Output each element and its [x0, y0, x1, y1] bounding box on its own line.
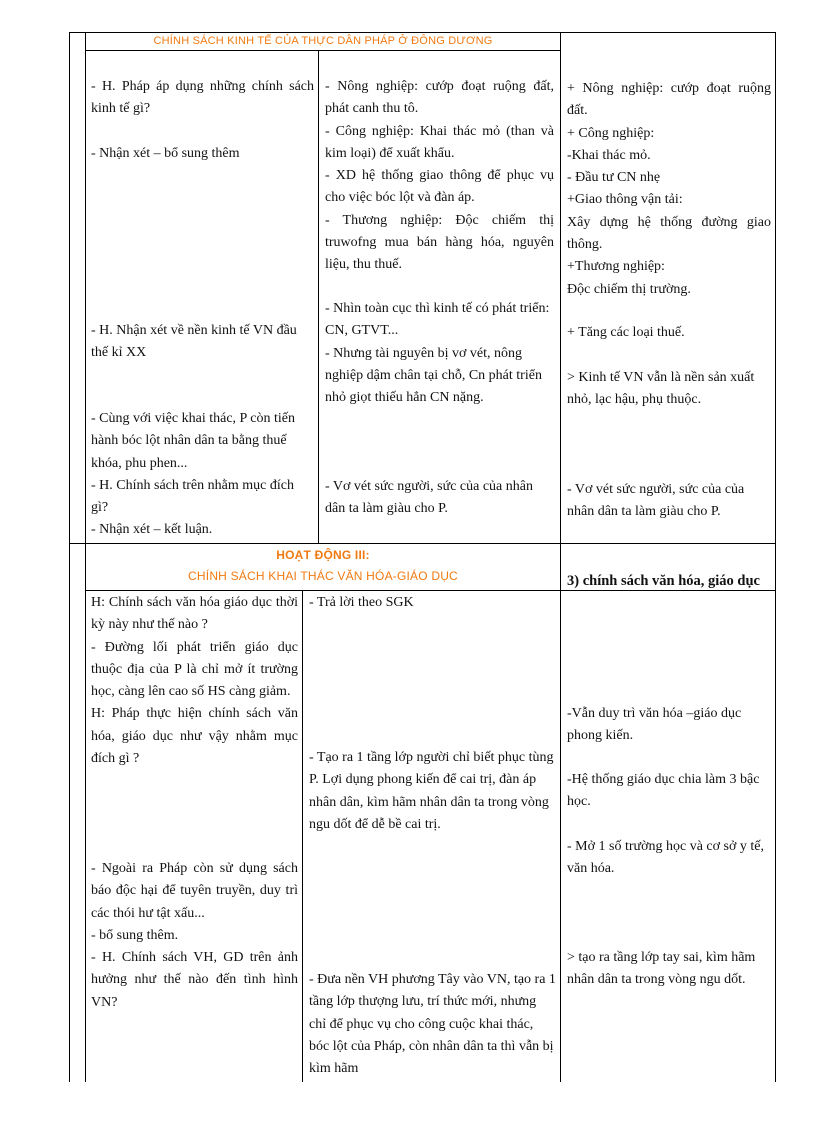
table-border-left: [69, 32, 70, 1082]
content-item: - Mở 1 số trường học và cơ sở y tế, văn hóa.: [567, 839, 765, 877]
section-title-culture: CHÍNH SÁCH KHAI THÁC VĂN HÓA-GIÁO DỤC: [188, 569, 458, 583]
content-column-economic-3: [567, 367, 771, 412]
content-column-culture-3: [567, 836, 771, 881]
content-column-culture: [567, 703, 771, 748]
column-divider-2b: [302, 590, 303, 1082]
content-item: Xây dựng hệ thống đường giao thông.: [567, 214, 771, 253]
teacher-column-economic: [91, 76, 314, 165]
student-answer: - Công nghiệp: Khai thác mỏ (than và kim loại) để xuất khẩu.: [325, 123, 554, 161]
student-answer: - Nhưng tài nguyên bị vơ vét, nông nghiệp dậm chân tại chỗ, Cn phát triển nhỏ giọt thiếu hẳn CN nặng.: [325, 345, 542, 406]
column-divider-2: [318, 50, 319, 543]
content-column-economic: [567, 78, 771, 301]
content-item: > Kinh tế VN vẫn là nền sản xuất nhỏ, lạc hậu, phụ thuộc.: [567, 370, 755, 408]
student-answer: - Tạo ra 1 tầng lớp người chỉ biết phục tùng P. Lợi dụng phong kiến để cai trị, đàn áp nhân dân, kìm hãm nhân dân ta trong vòng ngu dốt để dễ bề cai trị.: [309, 750, 554, 832]
student-column-economic-3: [325, 476, 554, 521]
content-item: +Giao thông vận tải:: [567, 192, 683, 208]
table-border-right: [775, 32, 776, 1082]
student-answer: - Nông nghiệp: cướp đoạt ruộng đất, phát canh thu tô.: [325, 79, 554, 117]
content-column-economic-4: [567, 479, 771, 524]
student-answer: - XD hệ thống giao thông để phục vụ cho việc bóc lột và đàn áp.: [325, 168, 554, 206]
content-item: + Tăng các loại thuế.: [567, 325, 685, 340]
student-answer: - Trả lời theo SGK: [309, 595, 414, 610]
column-divider-3: [560, 32, 561, 1082]
teacher-column-culture-2: [91, 858, 298, 1014]
content-item: > tạo ra tầng lớp tay sai, kìm hãm nhân dân ta trong vòng ngu dốt.: [567, 950, 756, 988]
student-answer: - Đưa nền VH phương Tây vào VN, tạo ra 1 tầng lớp thượng lưu, trí thức mới, nhưng chỉ để phục vụ cho công cuộc khai thác, bóc lột của Pháp, còn nhân dân ta thì vẫn bị kìm hãm: [309, 972, 556, 1077]
section-divider: [69, 543, 776, 544]
teacher-question: H: Chính sách văn hóa giáo dục thời kỳ này như thế nào ?: [91, 595, 298, 633]
student-column-economic-2: [325, 298, 554, 409]
teacher-column-culture: [91, 592, 298, 770]
teacher-note: - bổ sung thêm.: [91, 927, 179, 943]
student-answer: - Thương nghiệp: Độc chiếm thị truwofng mua bán hàng hóa, nguyên liệu, thu thuế.: [325, 212, 554, 273]
teacher-column-economic-3: [91, 408, 314, 542]
teacher-note: - Nhận xét – bổ sung thêm: [91, 145, 240, 161]
content-column-culture-4: [567, 947, 771, 992]
teacher-question: - H. Nhận xét về nền kinh tế VN đầu thế kỉ XX: [91, 323, 297, 361]
title-underline-1: [85, 50, 561, 51]
student-answer: - Vơ vét sức người, sức của của nhân dân ta làm giàu cho P.: [325, 479, 533, 517]
content-column-economic-2: [567, 322, 771, 344]
content-item: - Vơ vét sức người, sức của của nhân dân ta làm giàu cho P.: [567, 482, 745, 520]
content-item: -Vẫn duy trì văn hóa –giáo dục phong kiến.: [567, 706, 742, 744]
content-heading-culture: 3) chính sách văn hóa, giáo dục: [567, 573, 760, 589]
teacher-note: - Cùng với việc khai thác, P còn tiến hành bóc lột nhân dân ta bằng thuế khóa, phu phen...: [91, 411, 296, 471]
teacher-note: - Đường lối phát triển giáo dục thuộc địa của P là chỉ mở ít trường học, càng lên cao số HS càng giảm.: [91, 639, 298, 700]
content-item: + Công nghiệp:: [567, 125, 655, 141]
student-column-culture-3: [309, 969, 556, 1080]
student-column-culture: [309, 592, 556, 614]
content-column-culture-2: [567, 769, 771, 814]
content-item: Độc chiếm thị trường.: [567, 281, 691, 297]
student-answer: - Nhìn toàn cục thì kinh tế có phát triển: CN, GTVT...: [325, 301, 550, 339]
content-item: +Thương nghiệp:: [567, 259, 665, 275]
teacher-question: - H. Pháp áp dụng những chính sách kinh tế gì?: [91, 79, 314, 117]
activity-title: HOẠT ĐỘNG III:: [276, 548, 370, 562]
content-item: -Hệ thống giáo dục chia làm 3 bậc học.: [567, 772, 760, 810]
teacher-question: - H. Chính sách VH, GD trên ảnh hưởng như thế nào đến tình hình VN?: [91, 950, 298, 1010]
section-title-economic: CHÍNH SÁCH KINH TẾ CỦA THỰC DÂN PHÁP Ở ĐÔNG DƯƠNG: [153, 35, 493, 47]
teacher-question: - H. Chính sách trên nhằm mục đích gì?: [91, 477, 294, 516]
content-item: + Nông nghiệp: cướp đoạt ruộng đất.: [567, 81, 771, 119]
student-column-economic: [325, 76, 554, 277]
table-border-top: [69, 32, 776, 33]
teacher-column-economic-2: [91, 320, 314, 365]
student-column-culture-2: [309, 747, 556, 836]
teacher-question: H: Pháp thực hiện chính sách văn hóa, giáo dục như vậy nhằm mục đích gì ?: [91, 706, 298, 767]
teacher-note: - Ngoài ra Pháp còn sử dụng sách báo độc hại để tuyên truyền, duy trì các thói hư tật xấu...: [91, 861, 298, 921]
content-item: - Đầu tư CN nhẹ: [567, 170, 661, 186]
teacher-note: - Nhận xét – kết luận.: [91, 522, 213, 538]
content-item: -Khai thác mỏ.: [567, 147, 651, 163]
